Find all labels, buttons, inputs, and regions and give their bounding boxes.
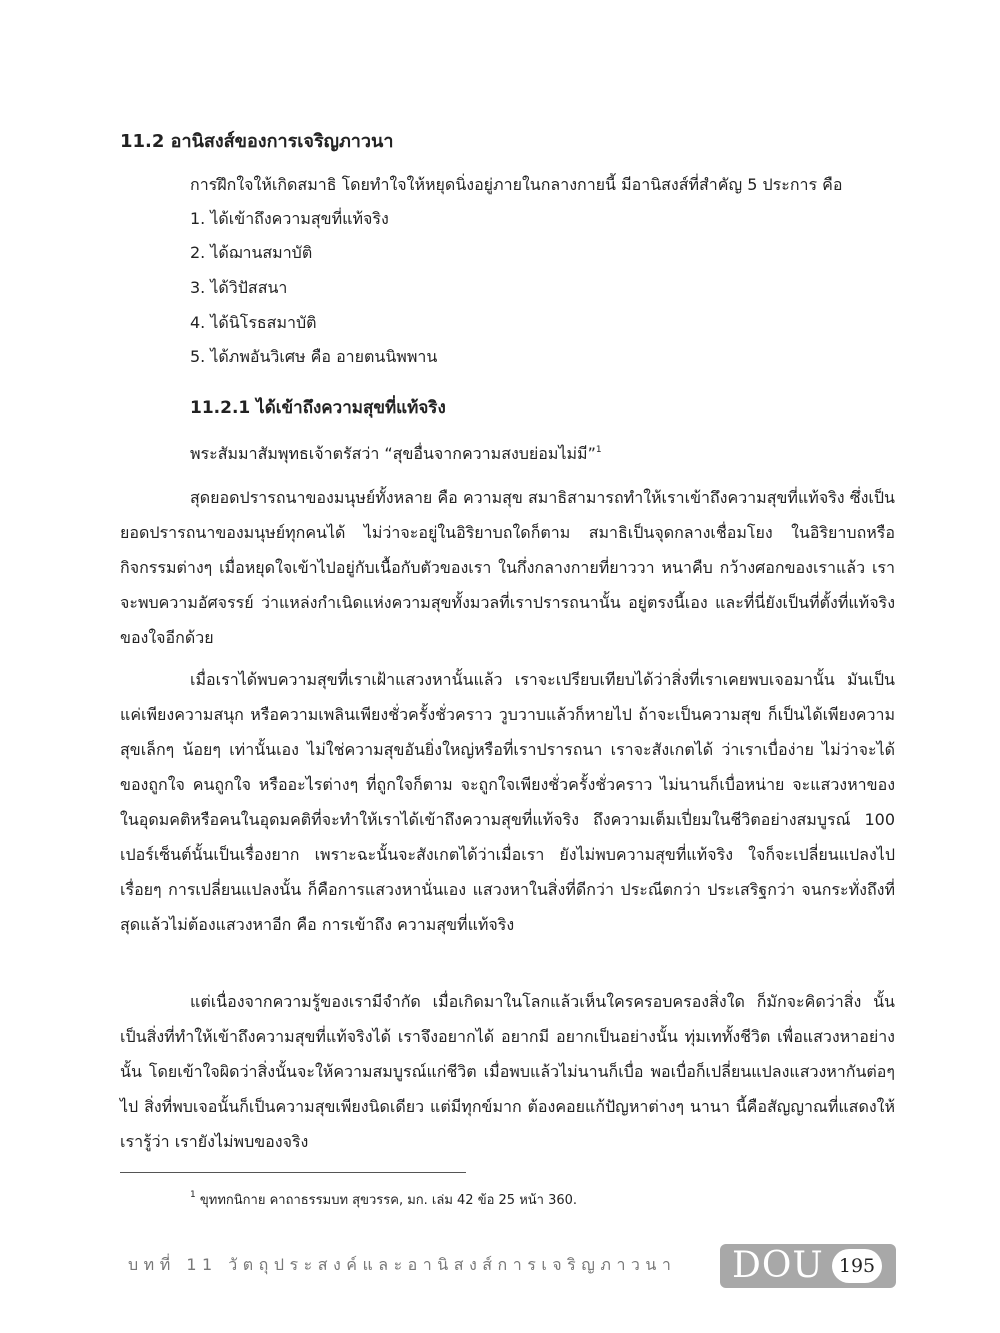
list-item: 5. ได้ภพอันวิเศษ คือ อายตนนิพพาน	[190, 347, 438, 366]
body-paragraph: แต่เนื่องจากความรู้ของเรามีจำกัด เมื่อเกิดมาในโลกแล้วเห็นใครครอบครองสิ่งใด ก็มักจะคิดว่าสิ่ง นั้นเป็นสิ่งที่ทำให้เข้าถึงความสุขที่แท้จริงได้ เราจึงอยากได้ อยากมี อยากเป็นอย่างนั้น ทุ่มเททั้งชีวิต เพื่อแสวงหาอย่างนั้น โดยเข้าใจผิดว่าสิ่งนั้นจะให้ความสมบูรณ์แก่ชีวิต เมื่อพบแล้วไม่นานก็เบื่อ พอเบื่อก็เปลี่ยนแปลงแสวงหากันต่อๆ ไป สิ่งที่พบเจอนั้นก็เป็นความสุขเพียงนิดเดียว แต่มีทุกข์มาก ต้องคอยแก้ปัญหาต่างๆ นานา นี้คือสัญญาณที่แสดงให้เรารู้ว่า เรายังไม่พบของจริง	[120, 992, 895, 1151]
page-number: 195	[832, 1249, 882, 1283]
list-item: 3. ได้วิปัสสนา	[190, 278, 288, 297]
footnote	[190, 1192, 577, 1210]
quote-text: พระสัมมาสัมพุทธเจ้าตรัสว่า “สุขอื่นจากความสงบย่อมไม่มี”	[190, 444, 596, 463]
footnote-text: ขุททกนิกาย คาถาธรรมบท สุขวรรค, มก. เล่ม 42 ข้อ 25 หน้า 360.	[199, 1193, 578, 1208]
body-paragraph: เมื่อเราได้พบความสุขที่เราเฝ้าแสวงหานั้นแล้ว เราจะเปรียบเทียบได้ว่าสิ่งที่เราเคยพบเจอมานั้น มันเป็นแค่เพียงความสนุก หรือความเพลินเพียงชั่วครั้งชั่วคราว วูบวาบแล้วก็หายไป ถ้าจะเป็นความสุข ก็เป็นได้เพียงความสุขเล็กๆ น้อยๆ เท่านั้นเอง ไม่ใช่ความสุขอันยิ่งใหญ่หรือที่เราปรารถนา เราจะสังเกตได้ ว่าเราเบื่อง่าย ไม่ว่าจะได้ของถูกใจ คนถูกใจ หรืออะไรต่างๆ ที่ถูกใจก็ตาม จะถูกใจเพียงชั่วครั้งชั่วคราว ไม่นานก็เบื่อหน่าย จะแสวงหาของในอุดมคติหรือคนในอุดมคติที่จะทำให้เราได้เข้าถึงความสุขที่แท้จริง ถึงความเต็มเปี่ยมในชีวิตอย่างสมบูรณ์ 100 เปอร์เซ็นต์นั้นเป็นเรื่องยาก เพราะฉะนั้นจะสังเกตได้ว่าเมื่อเรา ยังไม่พบความสุขที่แท้จริง ใจก็จะเปลี่ยนแปลงไปเรื่อยๆ การเปลี่ยนแปลงนั้น ก็คือการแสวงหานั่นเอง แสวงหาในสิ่งที่ดีกว่า ประณีตกว่า ประเสริฐกว่า จนกระทั่งถึงที่สุดแล้วไม่ต้องแสวงหาอีก คือ การเข้าถึง ความสุขที่แท้จริง	[120, 670, 895, 934]
footnote-divider	[120, 1172, 466, 1173]
list-item: 4. ได้นิโรธสมาบัติ	[190, 313, 317, 332]
section-intro: การฝึกใจให้เกิดสมาธิ โดยทำใจให้หยุดนิ่งอยู่ภายในกลางกายนี้ มีอานิสงส์ที่สำคัญ 5 ประการ คือ	[190, 175, 843, 194]
section-heading: 11.2 อานิสงส์ของการเจริญภาวนา	[120, 131, 394, 152]
list-item: 1. ได้เข้าถึงความสุขที่แท้จริง	[190, 209, 389, 228]
buddha-quote	[190, 443, 602, 465]
list-item: 2. ได้ฌานสมาบัติ	[190, 243, 313, 262]
body-paragraph: สุดยอดปรารถนาของมนุษย์ทั้งหลาย คือ ความสุข สมาธิสามารถทำให้เราเข้าถึงความสุขที่แท้จริง ซึ่งเป็นยอดปรารถนาของมนุษย์ทุกคนได้ ไม่ว่าจะอยู่ในอิริยาบถใดก็ตาม สมาธิเป็นจุดกลางเชื่อมโยง ในอิริยาบถหรือกิจกรรมต่างๆ เมื่อหยุดใจเข้าไปอยู่กับเนื้อกับตัวของเรา ในกึ่งกลางกายที่ยาววา หนาคืบ กว้างศอกของเราแล้ว เราจะพบความอัศจรรย์ ว่าแหล่งกำเนิดแห่งความสุขทั้งมวลที่เราปรารถนานั้น อยู่ตรงนี้เอง และที่นี่ยังเป็นที่ตั้งที่แท้จริงของใจอีกด้วย	[120, 488, 895, 647]
dou-logo: DOU	[732, 1245, 824, 1286]
footnote-reference: 1	[595, 445, 602, 455]
footer-chapter-title: บทที่ 11 วัตถุประสงค์และอานิสงส์การเจริญภาวนา	[128, 1255, 677, 1274]
subsection-heading: 11.2.1 ได้เข้าถึงความสุขที่แท้จริง	[190, 398, 446, 418]
footnote-mark: 1	[190, 1190, 196, 1200]
